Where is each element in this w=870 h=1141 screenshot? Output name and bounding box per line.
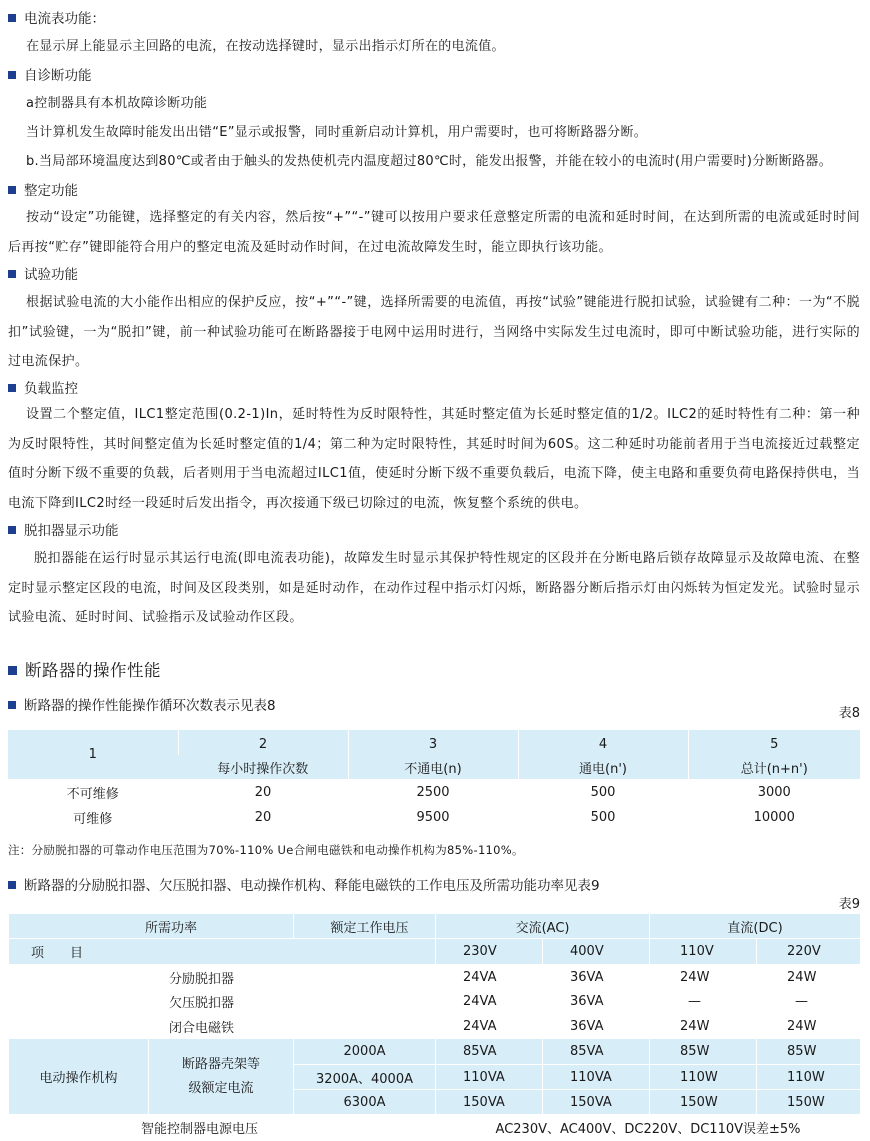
table-cell: 24W xyxy=(757,1014,861,1039)
table9-caption: 断路器的分励脱扣器、欠压脱扣器、电动操作机构、释能电磁铁的工作电压及所需功能功率见表9 xyxy=(8,877,600,895)
bullet-square-icon xyxy=(8,701,16,709)
table8-caption: 断路器的操作性能操作循环次数表示见表8 xyxy=(8,697,276,715)
bullet-square-icon xyxy=(8,186,16,194)
table-cell: 分励脱扣器 xyxy=(9,965,436,990)
table-cell: 85VA xyxy=(543,1039,650,1065)
table-cell: 电动操作机构 xyxy=(9,1039,149,1115)
table-cell: 110VA xyxy=(543,1065,650,1090)
table-cell: 110VA xyxy=(436,1065,543,1090)
table-cell: 400V xyxy=(543,939,650,965)
table-cell: 不可维修 xyxy=(66,786,119,802)
table-row xyxy=(9,1039,861,1065)
table8-note: 注：分励脱扣器的可靠动作电压范围为70%-110% Ue合闸电磁铁和电动操作机构为85%-110%。 xyxy=(8,843,524,857)
section-title-self-diagnosis: 自诊断功能 xyxy=(8,67,92,85)
table-header-row xyxy=(9,914,861,939)
table-row xyxy=(9,1014,861,1039)
table-cell: 36VA xyxy=(543,1014,650,1039)
table-cell: 24VA xyxy=(436,1014,543,1039)
section-text: 在显示屏上能显示主回路的电流，在按动选择键时，显示出指示灯所在的电流值。 xyxy=(26,39,505,54)
section-title-trip-display: 脱扣器显示功能 xyxy=(8,522,119,540)
table-cell: 230V xyxy=(436,939,543,965)
bullet-square-icon xyxy=(8,71,16,79)
table-cell: 2 xyxy=(178,730,348,755)
table-cell: 110W xyxy=(757,1065,861,1090)
table-cell: 项 目 xyxy=(9,939,436,965)
table-cell: 通电(n') xyxy=(518,755,688,779)
table-cell: 2000A xyxy=(294,1039,436,1065)
table-cell: 3 xyxy=(348,730,518,755)
table-header-row xyxy=(8,730,860,755)
table9 xyxy=(8,913,861,1141)
table-cell: 500 xyxy=(518,779,688,805)
table-cell: 36VA xyxy=(543,965,650,990)
section-text: b.当局部环境温度达到80℃或者由于触头的发热使机壳内温度超过80℃时，能发出报警，并能在较小的电流时(用户需要时)分断断路器。 xyxy=(26,154,833,169)
table-cell: 24W xyxy=(650,965,757,990)
table-cell: — xyxy=(650,990,757,1014)
table-cell: 欠压脱扣器 xyxy=(9,990,436,1014)
bullet-square-icon xyxy=(8,666,17,675)
bullet-square-icon xyxy=(8,14,16,22)
table-cell: 36VA xyxy=(543,990,650,1014)
table-cell: 24W xyxy=(757,965,861,990)
table9-label: 表9 xyxy=(838,897,860,912)
table-cell: 6300A xyxy=(294,1090,436,1115)
bullet-square-icon xyxy=(8,384,16,392)
table-cell xyxy=(149,1039,294,1115)
table-cell: 220V xyxy=(757,939,861,965)
table-cell: 4 xyxy=(518,730,688,755)
table-cell: 500 xyxy=(518,805,688,829)
section-text: 当计算机发生故障时能发出出错“E”显示或报警，同时重新启动计算机，用户需要时，也可将断路器分断。 xyxy=(26,125,648,140)
bullet-square-icon xyxy=(8,526,16,534)
table-row xyxy=(9,965,861,990)
table-cell: 总计(n+n') xyxy=(688,755,860,779)
section-paragraph: 按动“设定”功能键，选择整定的有关内容，然后按“+”“-”键可以按用户要求任意整定所需的电流和延时时间，在达到所需的电流或延时时间后再按“贮存”键即能符合用户的整定电流及延时动作时间，在过电流故障发生时，能立即执行该功能。 xyxy=(8,210,860,255)
table-cell: 150W xyxy=(757,1090,861,1115)
section-paragraph: 设置二个整定值，ILC1整定范围(0.2-1)In，延时特性为反时限特性，其延时整定值为长延时整定值的1/2。ILC2的延时特性有二种：第一种为反时限特性，其时间整定值为长延时整定值的1/4；第二种为定时限特性，其延时时间为60S。这二种延时功能前者用于当电流接近过载整定值时分断下级不重要的负载，后者则用于当电流超过ILC1值，使延时分断下级不重要负载后，电流下降，使主电路和重要负荷电路保持供电，当电流下降到ILC2时经一段延时后发出指令，再次接通下级已切除过的电流，恢复整个系统的供电。 xyxy=(8,407,860,511)
table-cell: 每小时操作次数 xyxy=(178,755,348,779)
table-cell: AC230V、AC400V、DC220V、DC110V误差±5% xyxy=(436,1115,861,1141)
table-cell: 可维修 xyxy=(73,811,113,827)
table-cell: 110V xyxy=(650,939,757,965)
table-cell: 85W xyxy=(650,1039,757,1065)
table-cell: 85W xyxy=(757,1039,861,1065)
table-cell: 9500 xyxy=(348,805,518,829)
table-cell: 20 xyxy=(178,779,348,805)
table-cell: 150VA xyxy=(436,1090,543,1115)
operation-heading: 断路器的操作性能 xyxy=(8,660,161,682)
section-title-ammeter: 电流表功能： xyxy=(8,10,105,28)
table-cell: 110W xyxy=(650,1065,757,1090)
table-row xyxy=(9,990,861,1014)
table-cell: 3200A、4000A xyxy=(294,1065,436,1090)
table-header-row xyxy=(9,939,861,965)
section-title-setting: 整定功能 xyxy=(8,182,78,200)
table-cell: — xyxy=(757,990,861,1014)
section-paragraph: 根据试验电流的大小能作出相应的保护反应，按“+”“-”键，选择所需要的电流值，再按“试验”键能进行脱扣试验，试验键有二种：一为“不脱扣”试验键，一为“脱扣”键，前一种试验功能可在断路器接于电网中运用时进行，当网络中实际发生过电流时，即可中断试验功能，进行实际的过电流保护。 xyxy=(8,295,860,369)
table-cell: 10000 xyxy=(688,805,860,829)
table-cell: 3000 xyxy=(688,779,860,805)
table-cell: 24VA xyxy=(436,990,543,1014)
section-title-load-monitor: 负载监控 xyxy=(8,380,78,398)
table-row xyxy=(8,805,860,829)
table8-label: 表8 xyxy=(838,706,860,721)
table-cell: 150W xyxy=(650,1090,757,1115)
table-cell: 不通电(n) xyxy=(348,755,518,779)
table-cell: 交流(AC) xyxy=(436,914,650,939)
table-row xyxy=(8,779,860,805)
table-cell: 150VA xyxy=(543,1090,650,1115)
motor-sub-label: 级额定电流 xyxy=(188,1080,254,1096)
table-cell: 85VA xyxy=(436,1039,543,1065)
table-cell: 24VA xyxy=(436,965,543,990)
table-cell: 20 xyxy=(178,805,348,829)
table-cell: 闭合电磁铁 xyxy=(9,1014,436,1039)
table-cell: 所需功率 xyxy=(9,914,294,939)
table-cell: 额定工作电压 xyxy=(294,914,436,939)
table8 xyxy=(8,730,860,829)
table-cell: 直流(DC) xyxy=(650,914,861,939)
bullet-square-icon xyxy=(8,270,16,278)
bullet-square-icon xyxy=(8,881,16,889)
table-cell: 智能控制器电源电压 xyxy=(9,1115,436,1141)
table-cell: 2500 xyxy=(348,779,518,805)
section-text: a控制器具有本机故障诊断功能 xyxy=(26,96,208,111)
section-title-test: 试验功能 xyxy=(8,266,78,284)
table-cell: 1 xyxy=(8,730,178,779)
motor-sub-label: 断路器壳架等 xyxy=(182,1056,261,1072)
section-paragraph: 脱扣器能在运行时显示其运行电流(即电流表功能)，故障发生时显示其保护特性规定的区段并在分断电路后锁存故障显示及故障电流、在整定时显示整定区段的电流，时间及区段类别，如是延时动作，在动作过程中指示灯闪烁，断路器分断后指示灯由闪烁转为恒定发光。试验时显示试验电流、延时时间、试验指示及试验动作区段。 xyxy=(8,551,860,625)
table-cell: 5 xyxy=(688,730,860,755)
table-cell: 24W xyxy=(650,1014,757,1039)
